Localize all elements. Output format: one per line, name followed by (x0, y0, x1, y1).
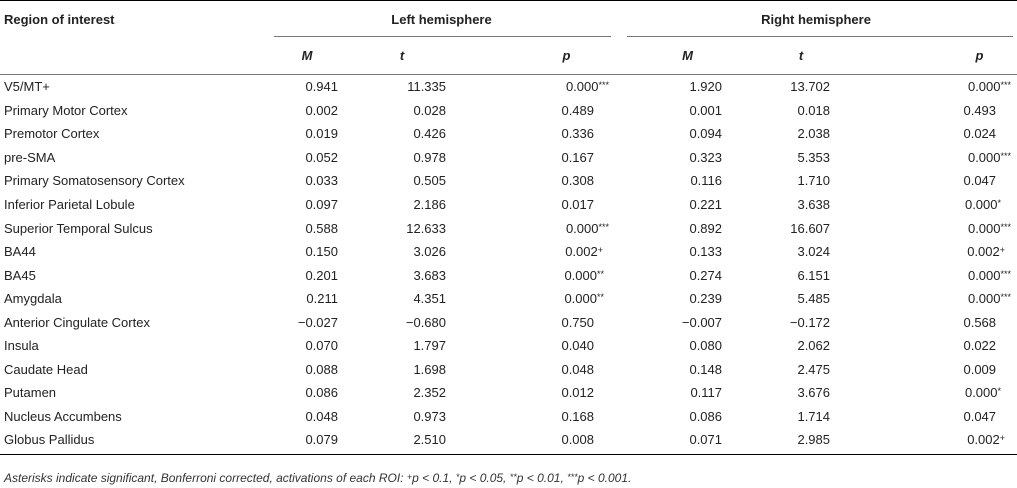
right-m-cell-value: 0.239 (689, 291, 723, 307)
table-row (0, 146, 1017, 170)
left-t-cell-value: 1.797 (413, 338, 446, 354)
region-cell (0, 358, 268, 382)
left-p-cell (458, 405, 615, 429)
region-cell-value: Nucleus Accumbens (4, 408, 122, 424)
left-p-cell-value: 0.489 (561, 102, 595, 118)
right-m-cell (615, 405, 730, 429)
left-p-cell (458, 358, 615, 382)
left-t-cell (346, 240, 458, 264)
region-cell (0, 381, 268, 405)
left-m-cell (268, 240, 346, 264)
table-row (0, 216, 1017, 240)
left-t-cell (346, 99, 458, 123)
right-t-cell (730, 75, 842, 99)
left-m-cell (268, 146, 346, 170)
header-row-columns (0, 37, 1017, 75)
right-p-cell (842, 428, 1017, 454)
right-p-cell (842, 310, 1017, 334)
left-p-cell (458, 146, 615, 170)
left-m-cell-value: 0.052 (305, 149, 338, 165)
left-p-cell (458, 169, 615, 193)
right-p-cell (842, 216, 1017, 240)
right-t-cell-value: 13.702 (790, 79, 831, 95)
region-cell-value: Inferior Parietal Lobule (4, 197, 135, 212)
right-t-cell (730, 169, 842, 193)
left-p-cell-value: 0.000 (564, 291, 597, 307)
left-hemisphere-rule (274, 36, 611, 37)
left-t-cell (346, 405, 458, 429)
left-hemisphere-label: Left hemisphere (391, 11, 492, 27)
left-m-header: M (268, 37, 346, 75)
right-t-cell-value: 5.353 (797, 149, 831, 165)
right-t-cell-value: 5.485 (797, 291, 831, 307)
left-m-cell (268, 263, 346, 287)
right-p-cell-value: 0.009 (963, 361, 997, 377)
left-t-cell (346, 310, 458, 334)
right-t-cell-value: 3.676 (797, 385, 831, 401)
table-row (0, 122, 1017, 146)
right-m-header: M (615, 37, 730, 75)
region-cell (0, 263, 268, 287)
left-m-cell (268, 405, 346, 429)
significance-marker: *** (1000, 80, 1012, 91)
left-t-cell-value: 1.698 (413, 361, 446, 377)
region-cell-value: Superior Temporal Sulcus (4, 220, 153, 236)
region-cell-value: Primary Motor Cortex (4, 102, 128, 118)
right-p-cell-value: 0.000 (967, 267, 1001, 283)
right-m-cell-value: −0.007 (681, 314, 723, 330)
right-p-cell-value: 0.000 (964, 197, 998, 212)
region-cell-value: Anterior Cingulate Cortex (4, 314, 150, 330)
right-t-cell (730, 240, 842, 264)
significance-marker: + (999, 433, 1006, 444)
right-p-cell-value: 0.000 (967, 149, 1001, 165)
right-m-cell-value: 0.892 (689, 220, 723, 236)
table-row (0, 99, 1017, 123)
right-t-cell-value: 1.714 (797, 408, 831, 424)
right-t-cell-value: 2.985 (797, 432, 831, 448)
right-m-cell (615, 122, 730, 146)
left-p-cell-value: 0.040 (561, 338, 595, 354)
left-t-cell (346, 381, 458, 405)
left-m-cell-value: 0.211 (306, 291, 338, 307)
left-m-cell (268, 122, 346, 146)
right-p-cell (842, 358, 1017, 382)
significance-marker: + (597, 245, 604, 256)
region-cell (0, 405, 268, 429)
right-m-cell (615, 240, 730, 264)
left-p-cell (458, 240, 615, 264)
right-p-header: p (842, 37, 1017, 75)
table-row (0, 334, 1017, 358)
right-t-cell (730, 99, 842, 123)
left-p-cell-value: 0.000 (564, 267, 597, 283)
significance-marker: ** (597, 268, 605, 279)
left-m-cell-value: 0.201 (305, 267, 338, 283)
right-p-cell (842, 146, 1017, 170)
right-m-cell-value: 0.274 (689, 267, 723, 283)
right-m-cell-value: 0.094 (689, 126, 723, 142)
left-p-header: p (458, 37, 615, 75)
right-p-cell (842, 240, 1017, 264)
region-cell (0, 122, 268, 146)
right-t-cell (730, 193, 842, 217)
left-p-cell (458, 216, 615, 240)
left-m-cell-value: 0.002 (305, 102, 338, 118)
significance-marker: ** (597, 292, 605, 303)
right-hemisphere-rule (627, 36, 1013, 37)
region-cell-value: Insula (4, 338, 39, 354)
left-t-header: t (346, 37, 458, 75)
left-p-cell (458, 122, 615, 146)
right-t-cell (730, 263, 842, 287)
region-cell (0, 310, 268, 334)
right-p-cell-value: 0.047 (963, 408, 997, 424)
right-t-cell (730, 216, 842, 240)
right-m-cell (615, 358, 730, 382)
table-row (0, 310, 1017, 334)
left-t-cell (346, 216, 458, 240)
left-t-cell-value: 0.426 (413, 126, 446, 142)
left-m-cell (268, 193, 346, 217)
left-m-cell-value: −0.027 (297, 314, 338, 330)
right-p-cell-value: 0.000 (967, 291, 1001, 307)
left-p-cell-value: 0.012 (561, 385, 595, 401)
right-p-cell-value: 0.002 (967, 432, 1000, 448)
right-t-cell (730, 146, 842, 170)
left-p-cell (458, 310, 615, 334)
right-p-cell (842, 405, 1017, 429)
table-row (0, 287, 1017, 311)
right-p-cell-value: 0.002 (967, 244, 1000, 260)
left-t-cell-value: 12.633 (406, 220, 446, 236)
left-m-cell-value: 0.088 (305, 361, 338, 377)
significance-marker: *** (1000, 150, 1012, 161)
left-t-cell (346, 334, 458, 358)
table-row (0, 240, 1017, 264)
region-cell-value: Putamen (4, 385, 57, 401)
left-m-cell-value: 0.086 (305, 385, 338, 401)
significance-marker: * (997, 198, 1002, 208)
right-m-cell (615, 287, 730, 311)
right-m-cell (615, 193, 730, 217)
left-m-cell (268, 99, 346, 123)
right-m-cell-value: 0.221 (689, 197, 723, 212)
table-row (0, 358, 1017, 382)
left-p-cell (458, 428, 615, 454)
left-m-cell-value: 0.033 (305, 173, 338, 189)
right-t-cell-value: 3.024 (797, 244, 831, 260)
left-m-cell-value: 0.941 (305, 79, 338, 95)
left-t-cell-value: 2.352 (413, 385, 446, 401)
left-t-cell (346, 146, 458, 170)
right-t-cell-value: 2.038 (797, 126, 831, 142)
left-hemisphere-header (268, 1, 615, 38)
left-t-cell-value: 0.505 (413, 173, 446, 189)
right-t-cell (730, 310, 842, 334)
significance-marker: *** (1000, 268, 1012, 279)
right-p-cell (842, 75, 1017, 99)
left-p-cell-value: 0.308 (561, 173, 595, 189)
right-p-cell (842, 287, 1017, 311)
right-m-cell (615, 99, 730, 123)
right-m-cell-value: 0.148 (689, 361, 723, 377)
left-t-cell (346, 263, 458, 287)
region-cell-value: BA44 (4, 244, 36, 260)
right-t-cell-value: −0.172 (789, 314, 831, 330)
left-p-cell (458, 334, 615, 358)
table-footnote (4, 471, 631, 485)
region-cell (0, 99, 268, 123)
right-t-cell-value: 3.638 (797, 197, 831, 212)
left-p-cell-value: 0.336 (561, 126, 595, 142)
right-p-cell-value: 0.024 (963, 126, 997, 142)
left-t-cell-value: 11.335 (407, 79, 446, 95)
left-t-cell (346, 75, 458, 99)
right-p-cell (842, 122, 1017, 146)
table-row (0, 381, 1017, 405)
region-cell (0, 334, 268, 358)
right-hemisphere-label: Right hemisphere (761, 11, 871, 27)
left-t-cell (346, 193, 458, 217)
significance-marker: *** (1000, 292, 1012, 303)
left-m-cell (268, 216, 346, 240)
left-t-cell-value: 0.978 (413, 149, 446, 165)
right-p-cell-value: 0.000 (967, 220, 1001, 236)
left-p-cell (458, 99, 615, 123)
significance-marker: * (997, 386, 1002, 397)
right-m-cell (615, 334, 730, 358)
table-row (0, 75, 1017, 99)
left-p-cell-value: 0.048 (561, 361, 595, 377)
right-p-cell (842, 334, 1017, 358)
left-p-cell (458, 381, 615, 405)
left-p-cell-value: 0.167 (561, 149, 595, 165)
left-m-cell-value: 0.019 (305, 126, 338, 142)
right-t-header: t (730, 37, 842, 75)
left-p-cell (458, 75, 615, 99)
right-t-cell-value: 2.475 (797, 361, 831, 377)
left-p-cell (458, 263, 615, 287)
left-t-cell (346, 428, 458, 454)
left-p-cell-value: 0.168 (561, 408, 595, 424)
header-blank (0, 37, 268, 75)
right-m-cell (615, 169, 730, 193)
left-p-cell-value: 0.008 (561, 432, 595, 448)
right-t-cell (730, 405, 842, 429)
left-t-cell-value: 2.510 (413, 432, 446, 448)
right-m-cell-value: 0.323 (689, 149, 723, 165)
region-cell-value: Primary Somatosensory Cortex (4, 173, 185, 189)
right-m-cell (615, 310, 730, 334)
left-m-cell-value: 0.150 (305, 244, 338, 260)
table-row (0, 428, 1017, 454)
right-t-cell (730, 122, 842, 146)
left-m-cell (268, 310, 346, 334)
significance-marker: + (999, 245, 1006, 256)
left-t-cell (346, 122, 458, 146)
right-t-cell (730, 381, 842, 405)
right-m-cell-value: 0.086 (689, 408, 723, 424)
right-m-cell-value: 0.116 (690, 173, 723, 189)
right-p-cell-value: 0.000 (964, 385, 998, 401)
left-p-cell (458, 193, 615, 217)
left-t-cell-value: −0.680 (405, 314, 446, 330)
right-m-cell (615, 428, 730, 454)
left-p-cell-value: 0.017 (561, 197, 595, 212)
region-cell-value: Amygdala (4, 291, 62, 307)
left-t-cell (346, 287, 458, 311)
right-m-cell (615, 75, 730, 99)
right-m-cell-value: 0.117 (690, 385, 723, 401)
left-m-cell (268, 381, 346, 405)
left-p-cell-value: 0.002 (565, 244, 598, 260)
left-p-cell-value: 0.750 (561, 314, 595, 330)
region-cell (0, 146, 268, 170)
region-cell-value: Globus Pallidus (4, 432, 95, 448)
region-cell (0, 428, 268, 454)
right-t-cell-value: 1.710 (797, 173, 831, 189)
region-cell (0, 169, 268, 193)
right-t-cell (730, 428, 842, 454)
region-cell-value: Caudate Head (4, 361, 88, 377)
right-m-cell (615, 263, 730, 287)
left-t-cell-value: 0.028 (413, 102, 446, 118)
left-m-cell-value: 0.588 (305, 220, 338, 236)
table-row (0, 169, 1017, 193)
table-row (0, 263, 1017, 287)
right-m-cell-value: 1.920 (689, 79, 723, 95)
right-p-cell (842, 193, 1017, 217)
left-t-cell-value: 3.026 (413, 244, 446, 260)
right-p-cell-value: 0.022 (963, 338, 997, 354)
left-m-cell (268, 287, 346, 311)
left-m-cell (268, 428, 346, 454)
right-t-cell (730, 358, 842, 382)
region-cell-value: pre-SMA (4, 149, 56, 165)
significance-marker: *** (598, 221, 610, 232)
left-t-cell (346, 358, 458, 382)
left-t-cell-value: 4.351 (413, 291, 446, 307)
right-m-cell-value: 0.001 (689, 102, 723, 118)
left-m-cell (268, 169, 346, 193)
right-p-cell-value: 0.493 (963, 102, 997, 118)
region-cell-value: V5/MT+ (4, 79, 50, 95)
right-m-cell-value: 0.080 (689, 338, 723, 354)
region-cell (0, 193, 268, 217)
region-cell-value: BA45 (4, 267, 36, 283)
left-t-cell-value: 3.683 (413, 267, 446, 283)
footnote-text: Asterisks indicate significant, Bonferroni corrected, activations of each ROI: +p < 0.1, *p < 0.05, **p < 0.01, ***p < 0.001. (4, 471, 632, 485)
left-p-cell (458, 287, 615, 311)
right-p-cell (842, 381, 1017, 405)
right-t-cell (730, 334, 842, 358)
left-m-cell (268, 334, 346, 358)
left-m-cell-value: 0.048 (305, 408, 338, 424)
right-t-cell (730, 287, 842, 311)
left-t-cell-value: 0.973 (413, 408, 446, 424)
right-p-cell-value: 0.568 (963, 314, 997, 330)
left-t-cell-value: 2.186 (413, 197, 446, 212)
right-p-cell (842, 263, 1017, 287)
left-m-cell (268, 358, 346, 382)
table-body (0, 75, 1017, 455)
right-m-cell-value: 0.071 (689, 432, 723, 448)
significance-marker: *** (1000, 221, 1012, 232)
region-cell (0, 287, 268, 311)
right-m-cell-value: 0.133 (689, 244, 723, 260)
region-cell (0, 240, 268, 264)
left-m-cell-value: 0.097 (305, 197, 338, 212)
right-p-cell-value: 0.047 (963, 173, 997, 189)
region-cell (0, 75, 268, 99)
left-m-cell-value: 0.079 (305, 432, 338, 448)
right-p-cell-value: 0.000 (967, 79, 1001, 95)
header-row-groups (0, 1, 1017, 38)
right-p-cell (842, 169, 1017, 193)
right-p-cell (842, 99, 1017, 123)
right-hemisphere-header (615, 1, 1017, 38)
left-t-cell (346, 169, 458, 193)
table-row (0, 405, 1017, 429)
right-m-cell (615, 381, 730, 405)
left-p-cell-value: 0.000 (565, 79, 599, 95)
significance-marker: *** (598, 80, 610, 91)
right-m-cell (615, 146, 730, 170)
right-t-cell-value: 0.018 (797, 102, 831, 118)
left-m-cell (268, 75, 346, 99)
left-m-cell-value: 0.070 (305, 338, 338, 354)
region-header: Region of interest (0, 1, 268, 38)
right-t-cell-value: 6.151 (797, 267, 831, 283)
table-row (0, 193, 1017, 217)
left-p-cell-value: 0.000 (565, 220, 599, 236)
region-cell (0, 216, 268, 240)
right-t-cell-value: 2.062 (797, 338, 831, 354)
right-t-cell-value: 16.607 (790, 220, 831, 236)
region-cell-value: Premotor Cortex (4, 126, 100, 142)
right-m-cell (615, 216, 730, 240)
